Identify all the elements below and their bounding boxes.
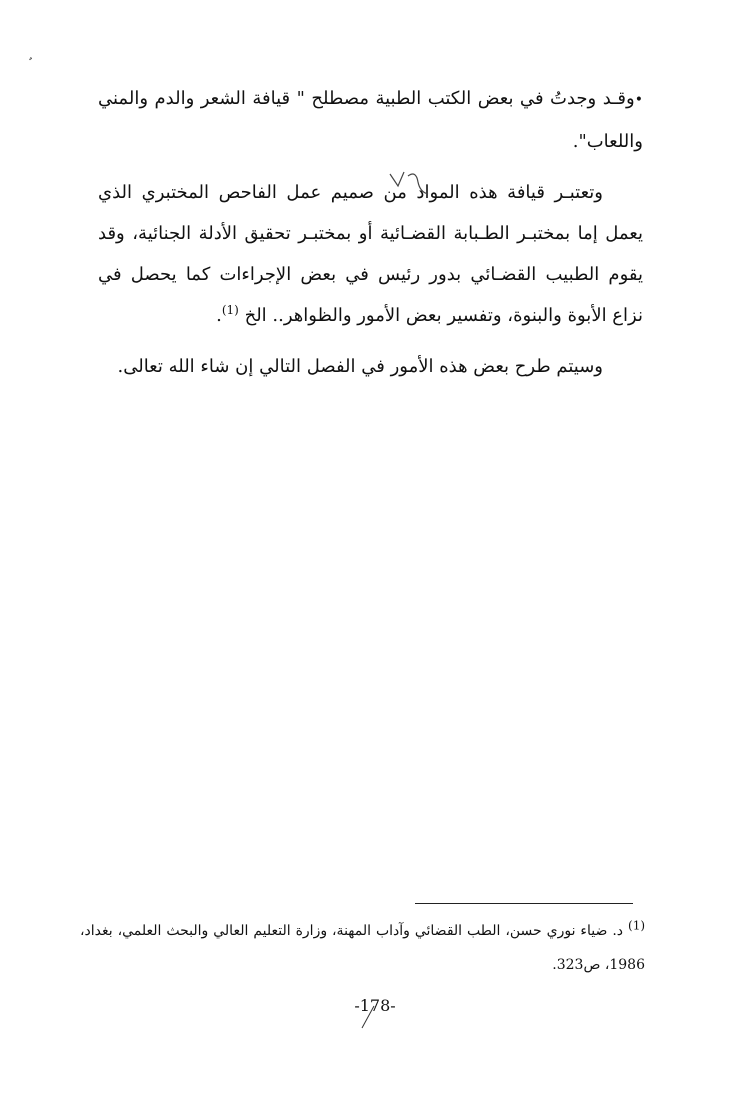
paragraph-3-text: وسيتم طرح بعض هذه الأمور في الفصل التالي إن شاء الله تعالى. (117, 356, 603, 377)
footnote-text: د. ضياء نوري حسن، الطب القضائي وآداب المهنة، وزارة التعليم العالي والبحث العلمي، بغداد، 1986، ص323. (80, 923, 645, 973)
footnote-entry (80, 914, 645, 982)
paragraph-2-end: . (216, 305, 222, 326)
footnote-reference: (1) (221, 303, 239, 317)
footnote (80, 914, 645, 982)
bullet-icon: • (634, 92, 643, 108)
footnote-divider (415, 903, 633, 904)
paragraph-3 (98, 346, 643, 387)
paragraph-2 (98, 172, 643, 336)
footnote-marker: (1) (628, 918, 646, 933)
body-text (98, 78, 643, 387)
paragraph-2-text: وتعتبـر قيافة هذه المواد من صميم عمل الفاحص المختبري الذي يعمل إما بمختبـر الطـبابة القضـائية أو بمختبـر تحقيق الأدلة الجنائية، وقد يقوم الطبيب القضـائي بدور رئيس في بعض الإجراءات كما يحصل في نزاع الأبوة والبنوة، وتفسير بعض الأمور والظواهر.. الخ (98, 182, 643, 326)
page-number: -178- (354, 996, 396, 1015)
paragraph-1 (98, 78, 643, 162)
pen-stroke-icon (358, 1004, 378, 1030)
handwritten-scribble-icon (388, 168, 430, 198)
paragraph-1-text: وقـد وجدتُ في بعض الكتب الطبية مصطلح " قيافة الشعر والدم والمني واللعاب". (98, 88, 643, 152)
